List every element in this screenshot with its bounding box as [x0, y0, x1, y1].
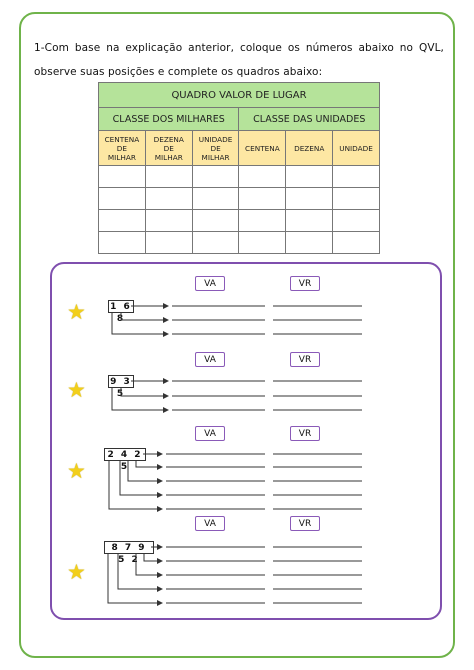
col-centena-milhar: CENTENA DE MILHAR — [99, 131, 146, 166]
number-box-1: 1 6 8 — [108, 300, 134, 313]
star-icon: ★ — [67, 378, 86, 402]
star-icon: ★ — [67, 560, 86, 584]
class-units: CLASSE DAS UNIDADES — [239, 108, 380, 131]
class-thousands: CLASSE DOS MILHARES — [99, 108, 239, 131]
table-title: QUADRO VALOR DE LUGAR — [99, 83, 380, 108]
vr-label-4: VR — [290, 516, 320, 531]
col-unidade-milhar: UNIDADE DE MILHAR — [192, 131, 239, 166]
instruction-text: 1-Com base na explicação anterior, coloque os números abaixo no QVL, observe suas posições e complete os quadros abaixo: — [34, 42, 444, 78]
col-unidade: UNIDADE — [333, 131, 380, 166]
col-dezena-milhar: DEZENA DE MILHAR — [145, 131, 192, 166]
col-dezena: DEZENA — [286, 131, 333, 166]
number-box-3: 2 4 2 5 — [104, 448, 146, 461]
number-box-2: 9 3 5 — [108, 375, 134, 388]
number-box-4: 8 7 9 5 2 — [104, 541, 154, 554]
va-label-3: VA — [195, 426, 225, 441]
col-centena: CENTENA — [239, 131, 286, 166]
va-label-2: VA — [195, 352, 225, 367]
vr-label-2: VR — [290, 352, 320, 367]
va-label-1: VA — [195, 276, 225, 291]
star-icon: ★ — [67, 300, 86, 324]
vr-label-1: VR — [290, 276, 320, 291]
va-label-4: VA — [195, 516, 225, 531]
star-icon: ★ — [67, 459, 86, 483]
vr-label-3: VR — [290, 426, 320, 441]
